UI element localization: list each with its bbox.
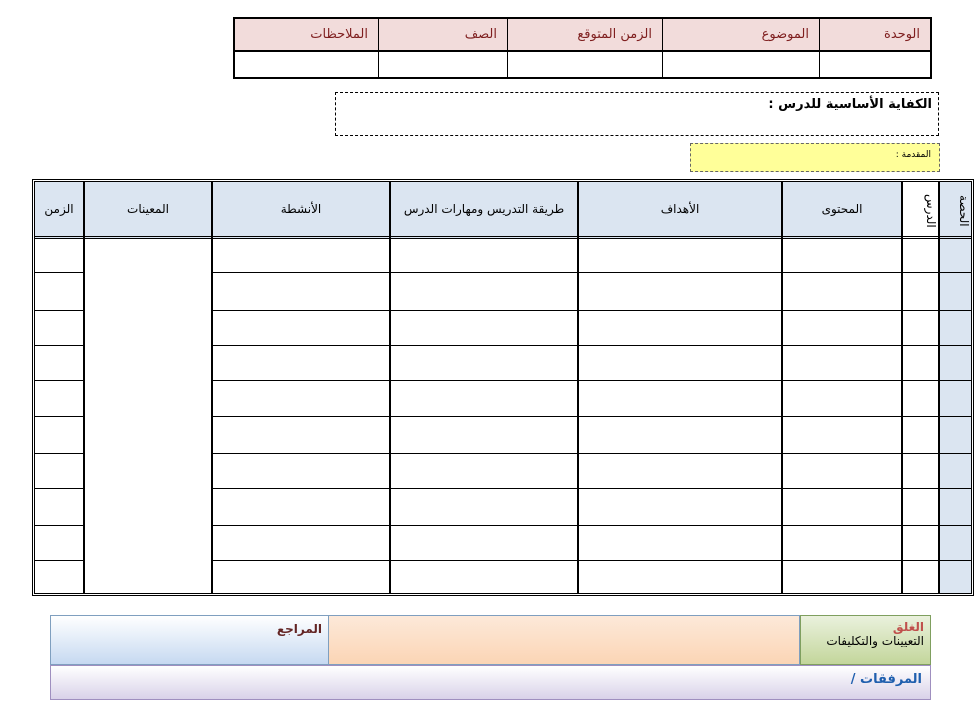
references-box[interactable] bbox=[50, 615, 329, 665]
references-label: المراجع bbox=[276, 622, 322, 636]
column-divider bbox=[211, 182, 213, 593]
competency-box[interactable] bbox=[335, 92, 939, 136]
column-divider bbox=[577, 182, 579, 593]
row-line bbox=[213, 453, 971, 454]
row-line bbox=[35, 380, 83, 381]
row-line bbox=[35, 560, 83, 561]
column-header-period: الحصة bbox=[940, 182, 971, 239]
expected-time-field[interactable] bbox=[507, 52, 662, 77]
row-line bbox=[35, 525, 83, 526]
lesson-plan-grid bbox=[32, 179, 974, 596]
footer-section bbox=[50, 615, 931, 700]
closing-title: الغلق bbox=[892, 620, 924, 634]
notes-label: الملاحظات bbox=[235, 19, 378, 52]
row-line bbox=[213, 272, 971, 273]
closing-subtitle: التعيينات والتكليفات bbox=[826, 634, 924, 648]
column-header-activities: الأنشطة bbox=[213, 182, 389, 239]
row-line bbox=[213, 488, 971, 489]
topic-label: الموضوع bbox=[662, 19, 819, 52]
column-header-time: الزمن bbox=[35, 182, 83, 239]
attachments-box[interactable] bbox=[50, 665, 931, 700]
closing-box[interactable] bbox=[800, 615, 931, 665]
lesson-info-table bbox=[233, 17, 932, 79]
row-line bbox=[35, 453, 83, 454]
intro-label: المقدمة : bbox=[895, 150, 931, 160]
column-divider bbox=[781, 182, 783, 593]
closing-content-box[interactable] bbox=[328, 615, 800, 665]
row-line bbox=[35, 272, 83, 273]
column-header-objectives: الأهداف bbox=[579, 182, 781, 239]
row-line bbox=[213, 310, 971, 311]
grade-label: الصف bbox=[378, 19, 507, 52]
row-line bbox=[213, 560, 971, 561]
topic-field[interactable] bbox=[662, 52, 819, 77]
expected-time-label: الزمن المتوقع bbox=[507, 19, 662, 52]
notes-field[interactable] bbox=[235, 52, 378, 77]
unit-field[interactable] bbox=[819, 52, 930, 77]
column-divider bbox=[901, 182, 903, 593]
row-line bbox=[213, 380, 971, 381]
column-divider bbox=[83, 182, 85, 593]
column-divider bbox=[938, 182, 940, 593]
row-line bbox=[35, 345, 83, 346]
row-line bbox=[213, 345, 971, 346]
unit-label: الوحدة bbox=[819, 19, 930, 52]
row-line bbox=[35, 488, 83, 489]
attachments-label: المرفقات / bbox=[850, 672, 922, 687]
row-line bbox=[35, 416, 83, 417]
column-header-lesson: الدرس bbox=[903, 182, 938, 239]
intro-box[interactable] bbox=[690, 143, 940, 172]
column-divider bbox=[389, 182, 391, 593]
column-header-teaching-method: طريقة التدريس ومهارات الدرس bbox=[391, 182, 577, 239]
row-line bbox=[213, 416, 971, 417]
column-header-content: المحتوى bbox=[783, 182, 901, 239]
row-line bbox=[213, 525, 971, 526]
competency-label: الكفاية الأساسية للدرس : bbox=[768, 97, 932, 112]
grade-field[interactable] bbox=[378, 52, 507, 77]
column-header-aids: المعينات bbox=[85, 182, 211, 239]
row-line bbox=[35, 310, 83, 311]
